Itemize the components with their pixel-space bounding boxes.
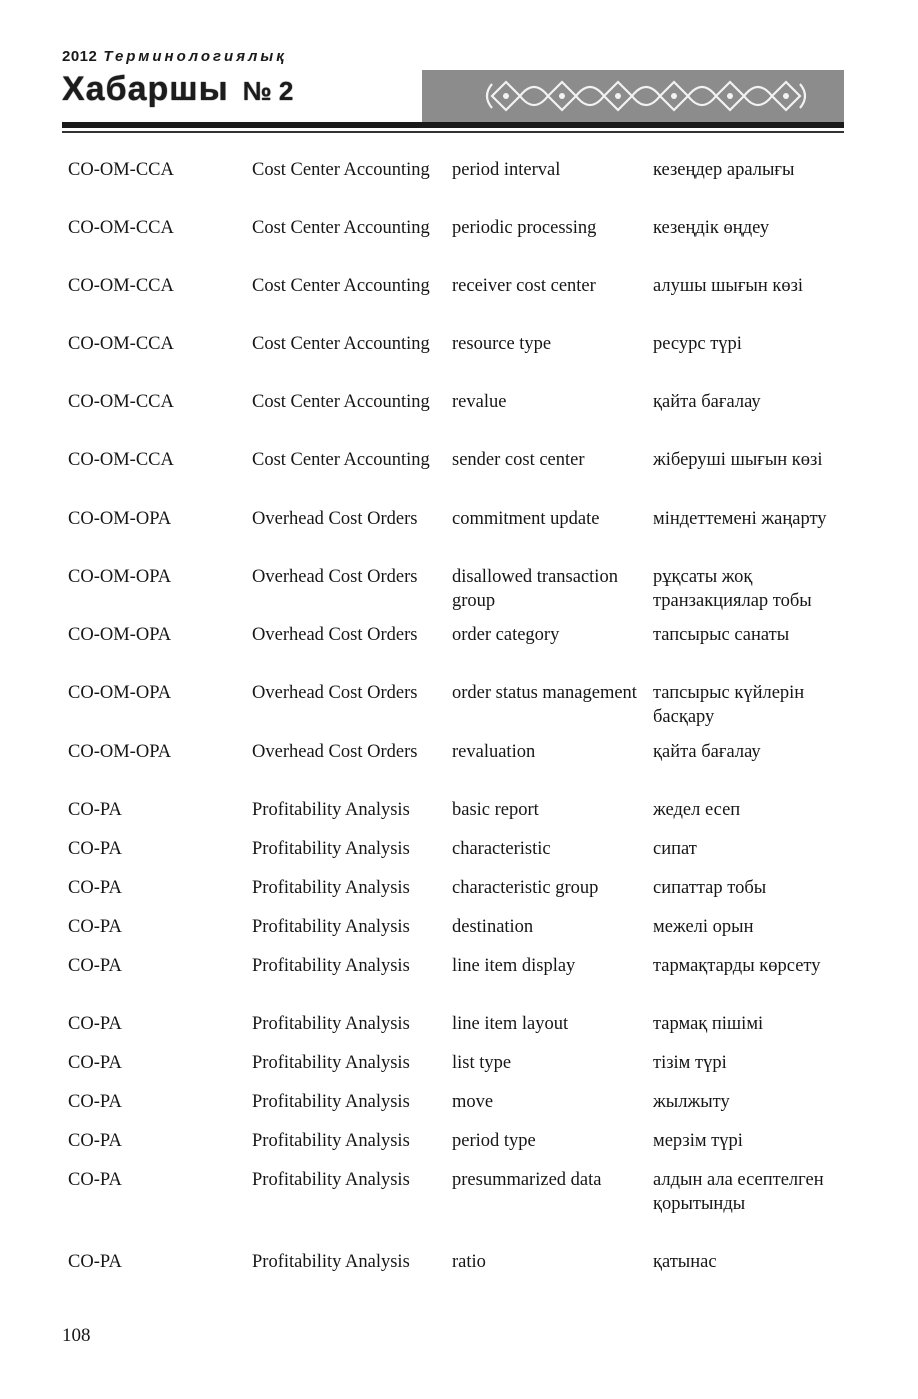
term-code: CO-OM-OPA (68, 683, 172, 703)
term-module: Overhead Cost Orders (252, 683, 418, 703)
term-english: period interval (452, 160, 561, 180)
journal-word: Терминологиялық (103, 48, 287, 65)
journal-year-line (62, 48, 287, 65)
term-module: Profitability Analysis (252, 839, 410, 859)
term-kazakh: рұқсаты жоқ транзакциялар тобы (653, 567, 812, 611)
term-kazakh: сипат (653, 839, 697, 859)
term-english: presummarized data (452, 1170, 602, 1190)
term-kazakh: тапсырыс санаты (653, 625, 790, 645)
term-module: Profitability Analysis (252, 1252, 410, 1272)
term-kazakh: кезеңдік өңдеу (653, 218, 770, 238)
term-module: Profitability Analysis (252, 1053, 410, 1073)
page-header (62, 48, 844, 138)
term-english: disallowed transaction group (452, 567, 618, 611)
journal-year: 2012 (62, 48, 98, 65)
term-code: CO-OM-CCA (68, 160, 174, 180)
term-module: Profitability Analysis (252, 1170, 410, 1190)
term-english: commitment update (452, 509, 600, 529)
term-module: Cost Center Accounting (252, 160, 430, 180)
term-code: CO-OM-CCA (68, 450, 174, 470)
term-kazakh: қайта бағалау (653, 392, 761, 412)
term-code: CO-PA (68, 1092, 122, 1112)
term-kazakh: тізім түрі (653, 1053, 727, 1073)
term-module: Overhead Cost Orders (252, 567, 418, 587)
header-rule-thick (62, 122, 844, 128)
term-english: revalue (452, 392, 507, 412)
term-code: CO-PA (68, 1131, 122, 1151)
term-english: list type (452, 1053, 512, 1073)
term-kazakh: мерзім түрі (653, 1131, 743, 1151)
journal-title: Хабаршы (62, 70, 229, 108)
term-english: resource type (452, 334, 552, 354)
term-kazakh: жылжыту (653, 1092, 730, 1112)
term-module: Cost Center Accounting (252, 276, 430, 296)
term-kazakh: міндеттемені жаңарту (653, 509, 827, 529)
term-english: move (452, 1092, 494, 1112)
term-code: CO-OM-CCA (68, 218, 174, 238)
term-module: Profitability Analysis (252, 878, 410, 898)
term-kazakh: тармақтарды көрсету (653, 956, 821, 976)
header-rule-thin (62, 131, 844, 133)
term-module: Profitability Analysis (252, 1092, 410, 1112)
term-code: CO-OM-OPA (68, 509, 172, 529)
term-kazakh: сипаттар тобы (653, 878, 767, 898)
term-code: CO-PA (68, 917, 122, 937)
term-code: CO-PA (68, 839, 122, 859)
ornament-band (422, 70, 844, 122)
term-english: order category (452, 625, 560, 645)
term-kazakh: қайта бағалау (653, 742, 761, 762)
term-english: sender cost center (452, 450, 585, 470)
term-kazakh: қатынас (653, 1252, 717, 1272)
term-kazakh: алдын ала есептелген қорытынды (653, 1170, 824, 1214)
term-code: CO-PA (68, 878, 122, 898)
term-code: CO-PA (68, 1014, 122, 1034)
term-kazakh: жіберуші шығын көзі (653, 450, 823, 470)
term-code: CO-PA (68, 800, 122, 820)
term-english: ratio (452, 1252, 486, 1272)
term-kazakh: тапсырыс күйлерін басқару (653, 683, 805, 727)
term-code: CO-OM-CCA (68, 392, 174, 412)
issue-number: № 2 (242, 76, 294, 106)
term-module: Profitability Analysis (252, 1131, 410, 1151)
term-english: destination (452, 917, 534, 937)
term-kazakh: ресурс түрі (653, 334, 742, 354)
term-module: Overhead Cost Orders (252, 625, 418, 645)
term-code: CO-PA (68, 1053, 122, 1073)
term-module: Overhead Cost Orders (252, 509, 418, 529)
term-english: order status management (452, 683, 637, 703)
term-kazakh: межелі орын (653, 917, 754, 937)
term-code: CO-OM-OPA (68, 742, 172, 762)
term-code: CO-PA (68, 1252, 122, 1272)
term-english: revaluation (452, 742, 536, 762)
term-module: Cost Center Accounting (252, 218, 430, 238)
term-english: periodic processing (452, 218, 597, 238)
term-module: Profitability Analysis (252, 800, 410, 820)
term-module: Profitability Analysis (252, 917, 410, 937)
term-english: receiver cost center (452, 276, 596, 296)
term-module: Profitability Analysis (252, 956, 410, 976)
term-kazakh: кезеңдер аралығы (653, 160, 795, 180)
term-kazakh: жедел есеп (653, 800, 741, 820)
term-module: Cost Center Accounting (252, 392, 430, 412)
term-kazakh: алушы шығын көзі (653, 276, 804, 296)
term-module: Cost Center Accounting (252, 450, 430, 470)
term-english: period type (452, 1131, 536, 1151)
term-english: line item layout (452, 1014, 569, 1034)
term-english: characteristic group (452, 878, 599, 898)
term-code: CO-OM-OPA (68, 567, 172, 587)
term-code: CO-PA (68, 956, 122, 976)
term-code: CO-OM-CCA (68, 334, 174, 354)
term-code: CO-PA (68, 1170, 122, 1190)
term-module: Cost Center Accounting (252, 334, 430, 354)
page-number: 108 (62, 1325, 91, 1346)
term-code: CO-OM-OPA (68, 625, 172, 645)
ornament-pattern-icon (422, 70, 844, 122)
term-module: Profitability Analysis (252, 1014, 410, 1034)
term-english: line item display (452, 956, 576, 976)
term-english: basic report (452, 800, 539, 820)
term-english: characteristic (452, 839, 551, 859)
term-module: Overhead Cost Orders (252, 742, 418, 762)
journal-title-line (62, 70, 293, 109)
term-code: CO-OM-CCA (68, 276, 174, 296)
term-kazakh: тармақ пішімі (653, 1014, 764, 1034)
